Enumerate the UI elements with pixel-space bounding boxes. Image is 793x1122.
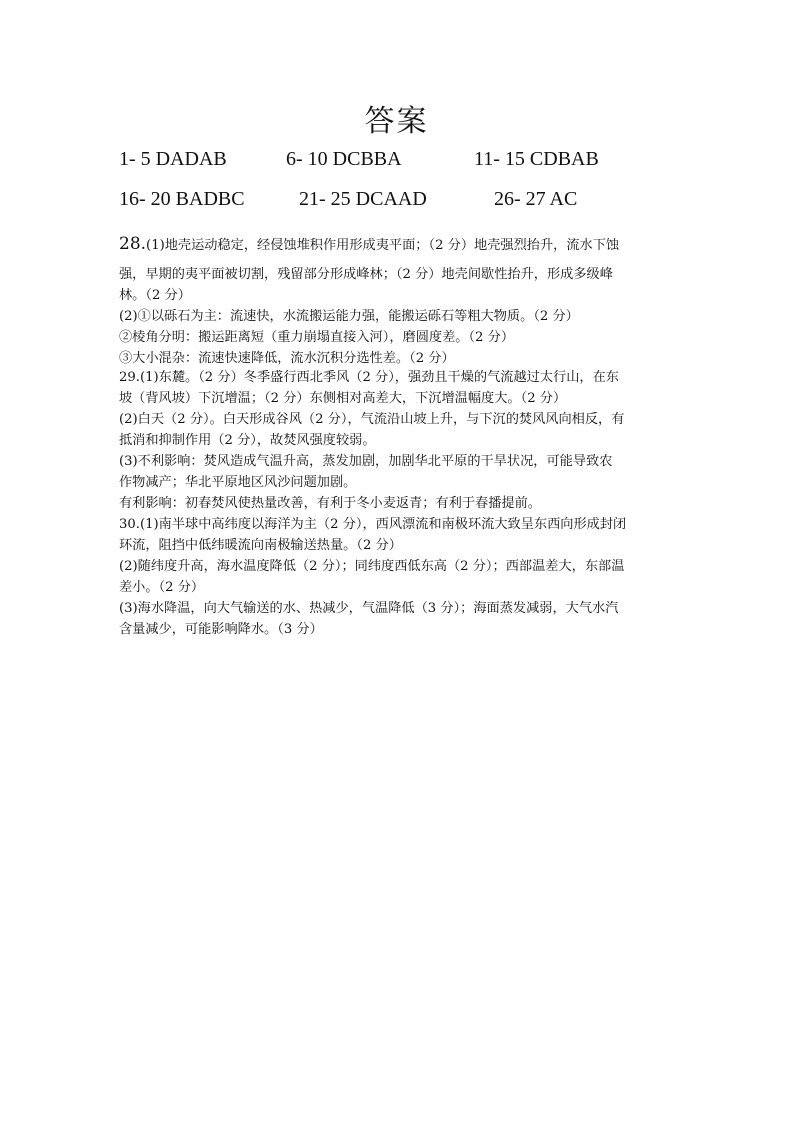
answer-line: 含量减少，可能影响降水。（3 分）: [119, 622, 323, 637]
answer-line: 作物减产；华北平原地区风沙问题加剧。: [119, 475, 357, 490]
mc-answer-group: 6- 10 DCBBA: [286, 148, 402, 170]
answer-line: (3)海水降温，向大气输送的水、热减少，气温降低（3 分）；海面蒸发减弱，大气水汽: [119, 601, 619, 616]
answer-line: (1)地壳运动稳定，经侵蚀堆积作用形成夷平面；（2 分）地壳强烈抬升，流水下蚀: [146, 238, 620, 253]
question-number: 28.: [119, 234, 147, 254]
mc-answer-group: 11- 15 CDBAB: [474, 148, 599, 170]
answer-line: 环流，阻挡中低纬暖流向南极输送热量。（2 分）: [119, 538, 402, 553]
mc-answer-group: 1- 5 DADAB: [119, 148, 227, 170]
answer-line: 强，早期的夷平面被切割，残留部分形成峰林；（2 分）地壳间歇性抬升，形成多级峰: [119, 267, 613, 282]
answer-line: 林。（2 分）: [119, 288, 191, 303]
answer-line: 差小。（2 分）: [119, 580, 205, 595]
answer-29: [119, 367, 689, 514]
answer-line: (2)随纬度升高，海水温度降低（2 分）；同纬度西低东高（2 分）；西部温差大，东部温: [119, 559, 625, 574]
answer-line: 抵消和抑制作用（2 分），故焚风强度较弱。: [119, 433, 376, 448]
answer-line: 29.(1)东麓。（2 分）冬季盛行西北季风（2 分），强劲且干燥的气流越过太行山，在东: [119, 370, 619, 385]
answer-28: [119, 232, 689, 369]
answer-30: [119, 514, 689, 640]
mc-answer-group: 26- 27 AC: [494, 188, 578, 210]
answer-line: 30.(1)南半球中高纬度以海洋为主（2 分），西风漂流和南极环流大致呈东西向形成封闭: [119, 517, 627, 532]
answer-line: (2)①以砾石为主：流速快，水流搬运能力强，能搬运砾石等粗大物质。（2 分）: [119, 309, 579, 324]
answer-line: 坡（背风坡）下沉增温；（2 分）东侧相对高差大，下沉增温幅度大。（2 分）: [119, 391, 567, 406]
answer-line: (2)白天（2 分）。白天形成谷风（2 分），气流沿山坡上升，与下沉的焚风风向相反，有: [119, 412, 625, 427]
answer-line: 有利影响：初春焚风使热量改善，有利于冬小麦返青；有利于春播提前。: [119, 496, 541, 511]
mc-answer-group: 16- 20 BADBC: [119, 188, 245, 210]
answer-line: (3)不利影响：焚风造成气温升高，蒸发加剧，加剧华北平原的干旱状况，可能导致农: [119, 454, 613, 469]
mc-answer-group: 21- 25 DCAAD: [299, 188, 427, 210]
answer-line: ③大小混杂：流速快速降低，流水沉积分选性差。（2 分）: [119, 351, 455, 366]
page-title: 答案: [364, 104, 429, 139]
answer-line: ②棱角分明：搬运距离短（重力崩塌直接入河），磨圆度差。（2 分）: [119, 330, 515, 345]
